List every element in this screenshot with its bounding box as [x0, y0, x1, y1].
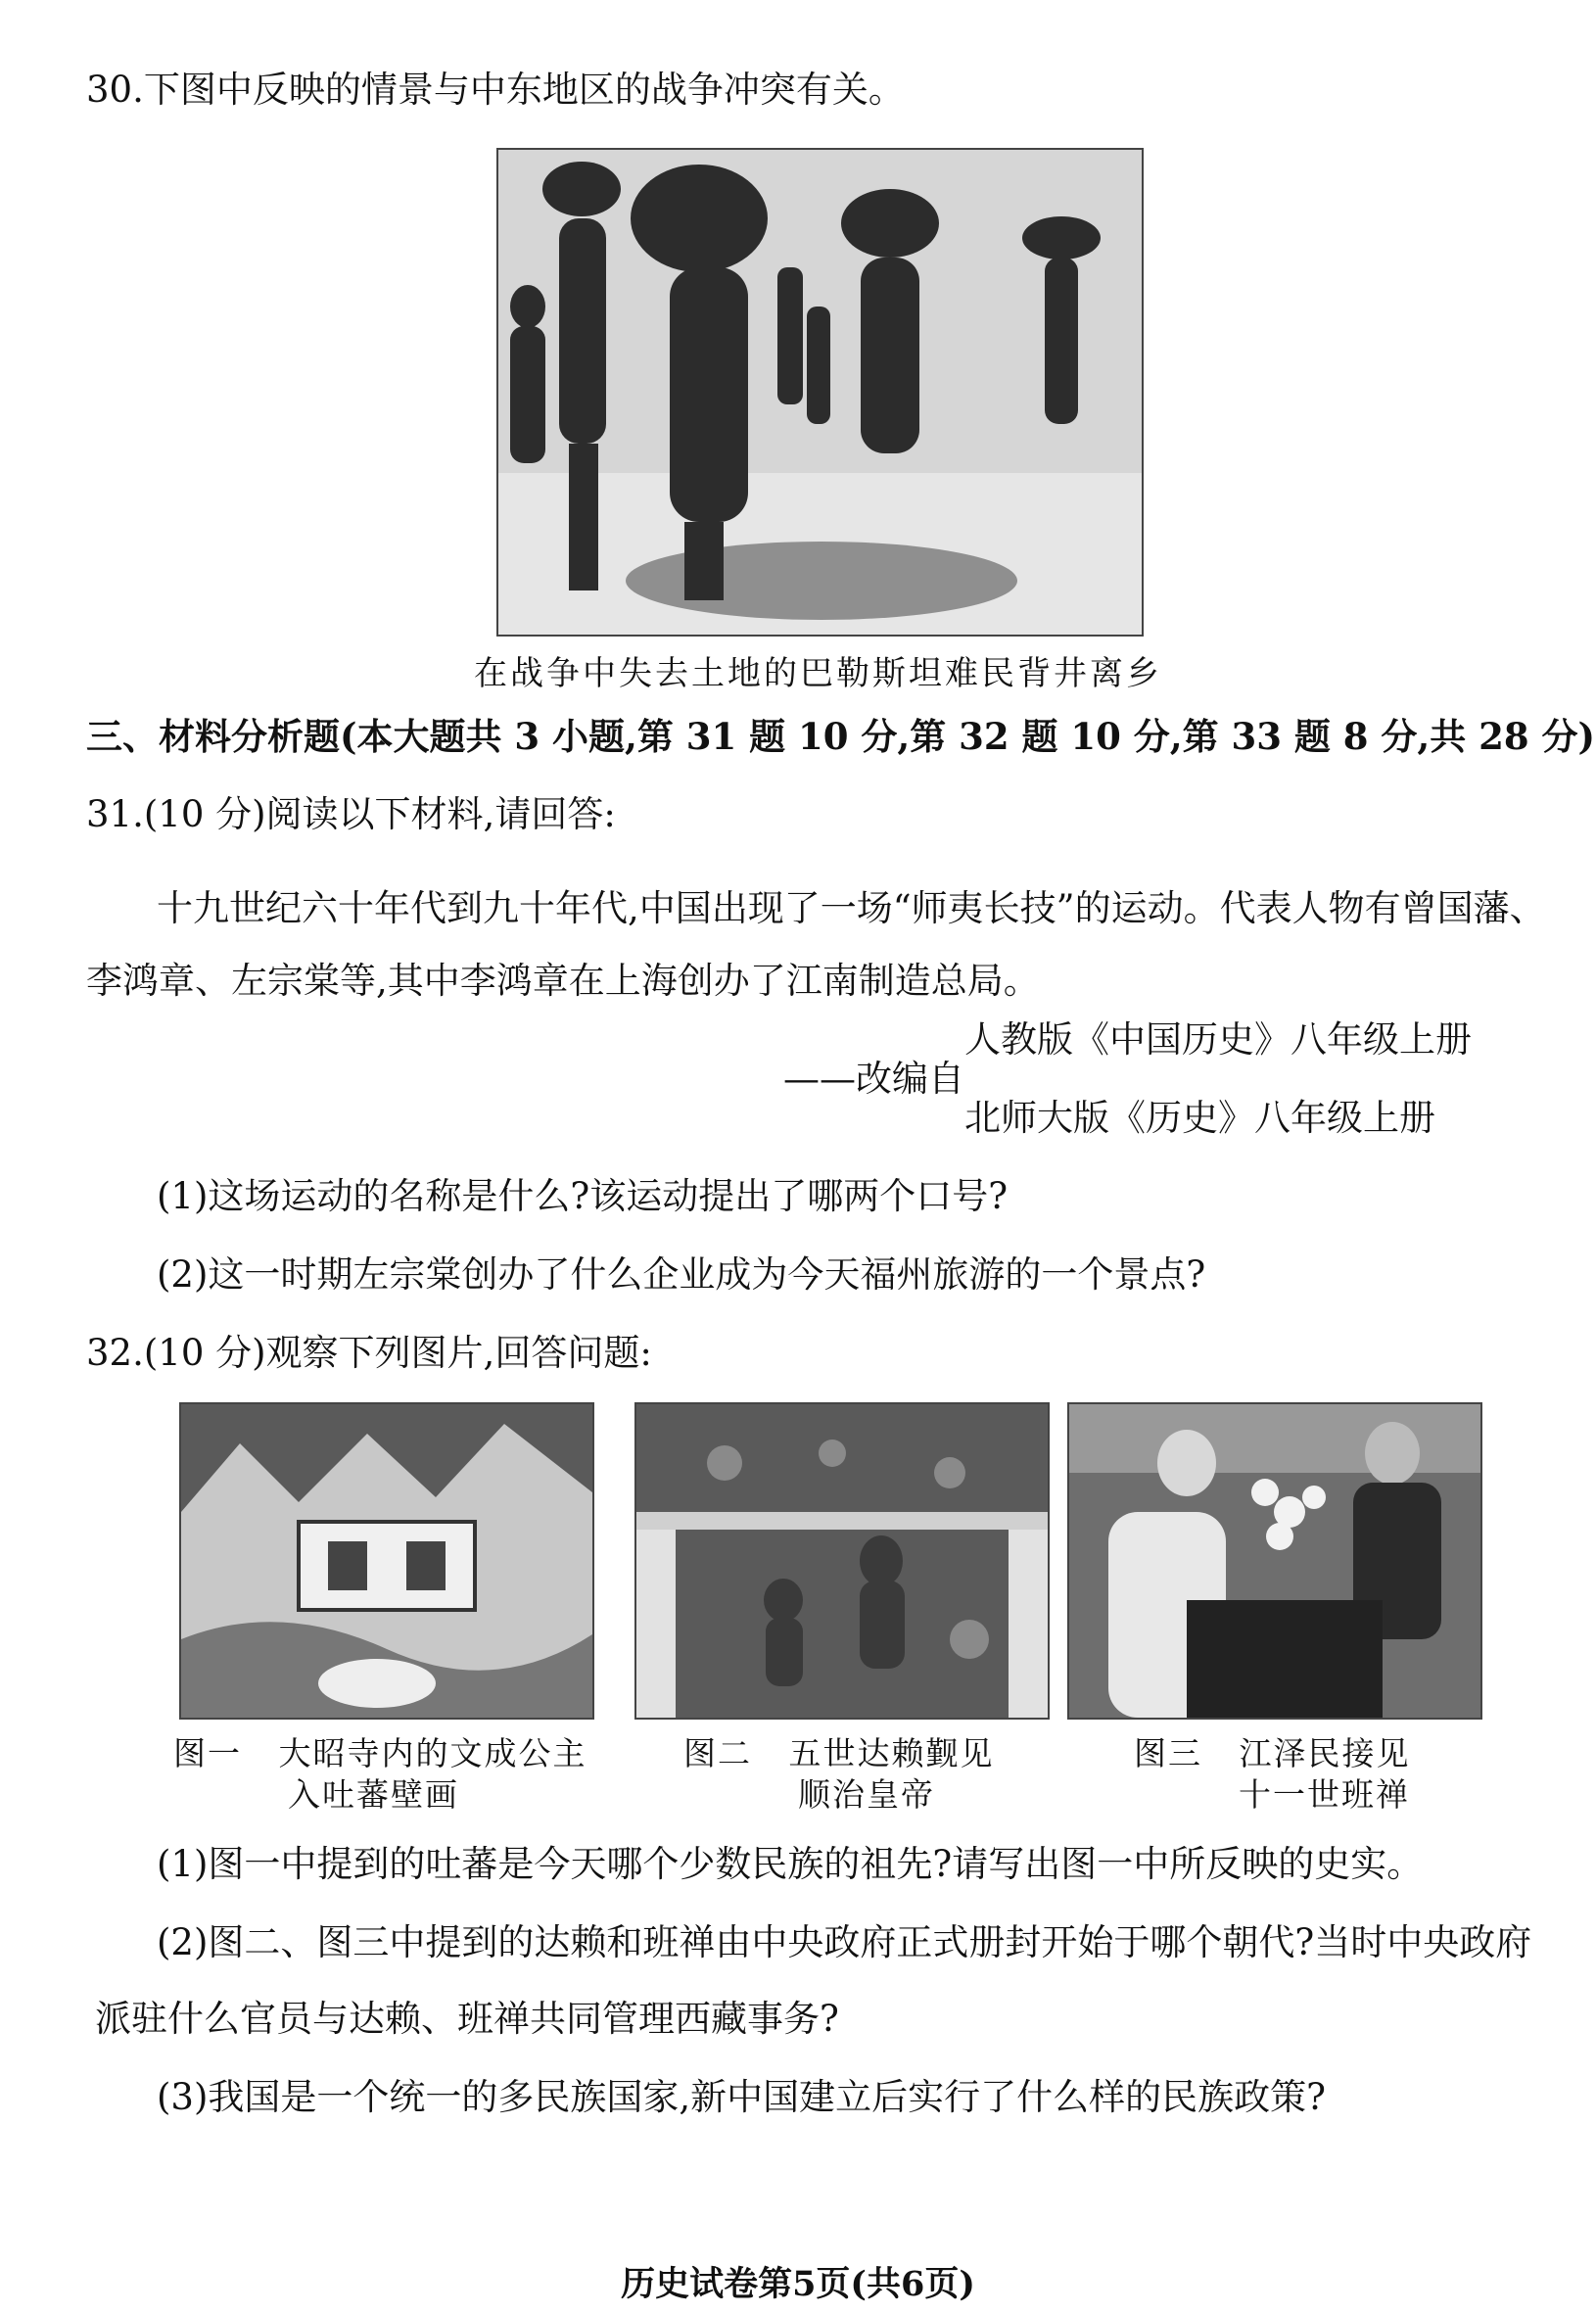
figure-1-caption-line-1 — [173, 1733, 587, 1773]
section-3-heading: 三、材料分析题(本大题共 3 小题,第 31 题 10 分,第 32 题 10 分,第 33 题 8 分,共 28 分) — [86, 715, 1596, 758]
question-31-part-1: (1)这场运动的名称是什么?该运动提出了哪两个口号? — [157, 1175, 1009, 1217]
figure-2-caption-line-2: 顺治皇帝 — [798, 1775, 935, 1814]
source-2: 北师大版《历史》八年级上册 — [964, 1097, 1435, 1139]
figure-3-title: 江泽民接见 — [1239, 1734, 1411, 1772]
figure-3-caption-line-2: 十一世班禅 — [1239, 1775, 1410, 1814]
figure-1-mural — [179, 1402, 594, 1720]
figure-2-label: 图二 — [683, 1734, 752, 1772]
question-31-stem: 31.(10 分)阅读以下材料,请回答: — [86, 793, 616, 835]
material-line-2: 李鸿章、左宗棠等,其中李鸿章在上海创办了江南制造总局。 — [86, 960, 1040, 1002]
figure-2-title: 五世达赖觐见 — [788, 1734, 995, 1772]
figure-1-title: 大昭寺内的文成公主 — [278, 1734, 587, 1772]
figure-1-label: 图一 — [173, 1734, 242, 1772]
figure-3-caption-line-1 — [1134, 1733, 1410, 1773]
figure-1-caption-line-2: 入吐蕃壁画 — [288, 1775, 459, 1814]
question-30: 30.下图中反映的情景与中东地区的战争冲突有关。 — [86, 69, 905, 111]
source-1: 人教版《中国历史》八年级上册 — [964, 1018, 1472, 1061]
question-32-part-1: (1)图一中提到的吐蕃是今天哪个少数民族的祖先?请写出图一中所反映的史实。 — [157, 1843, 1424, 1885]
figure-3-photo — [1067, 1402, 1482, 1720]
question-32-stem: 32.(10 分)观察下列图片,回答问题: — [86, 1332, 652, 1374]
question-32-part-2-line-1: (2)图二、图三中提到的达赖和班禅由中央政府正式册封开始于哪个朝代?当时中央政府 — [157, 1921, 1532, 1963]
figure-3-label: 图三 — [1134, 1734, 1202, 1772]
page-footer: 历史试卷第5页(共6页) — [621, 2264, 975, 2304]
material-line-1: 十九世纪六十年代到九十年代,中国出现了一场“师夷长技”的运动。代表人物有曾国藩、 — [157, 887, 1546, 929]
refugee-photo — [496, 148, 1144, 637]
question-31-part-2: (2)这一时期左宗棠创办了什么企业成为今天福州旅游的一个景点? — [157, 1253, 1206, 1296]
figure-2-caption-line-1 — [683, 1733, 994, 1773]
photo-caption: 在战争中失去土地的巴勒斯坦难民背井离乡 — [474, 654, 1162, 693]
question-32-part-3: (3)我国是一个统一的多民族国家,新中国建立后实行了什么样的民族政策? — [157, 2076, 1327, 2118]
question-32-part-2-line-2: 派驻什么官员与达赖、班禅共同管理西藏事务? — [95, 1998, 839, 2040]
source-dash: ——改编自 — [783, 1058, 964, 1100]
figure-2-painting — [634, 1402, 1050, 1720]
